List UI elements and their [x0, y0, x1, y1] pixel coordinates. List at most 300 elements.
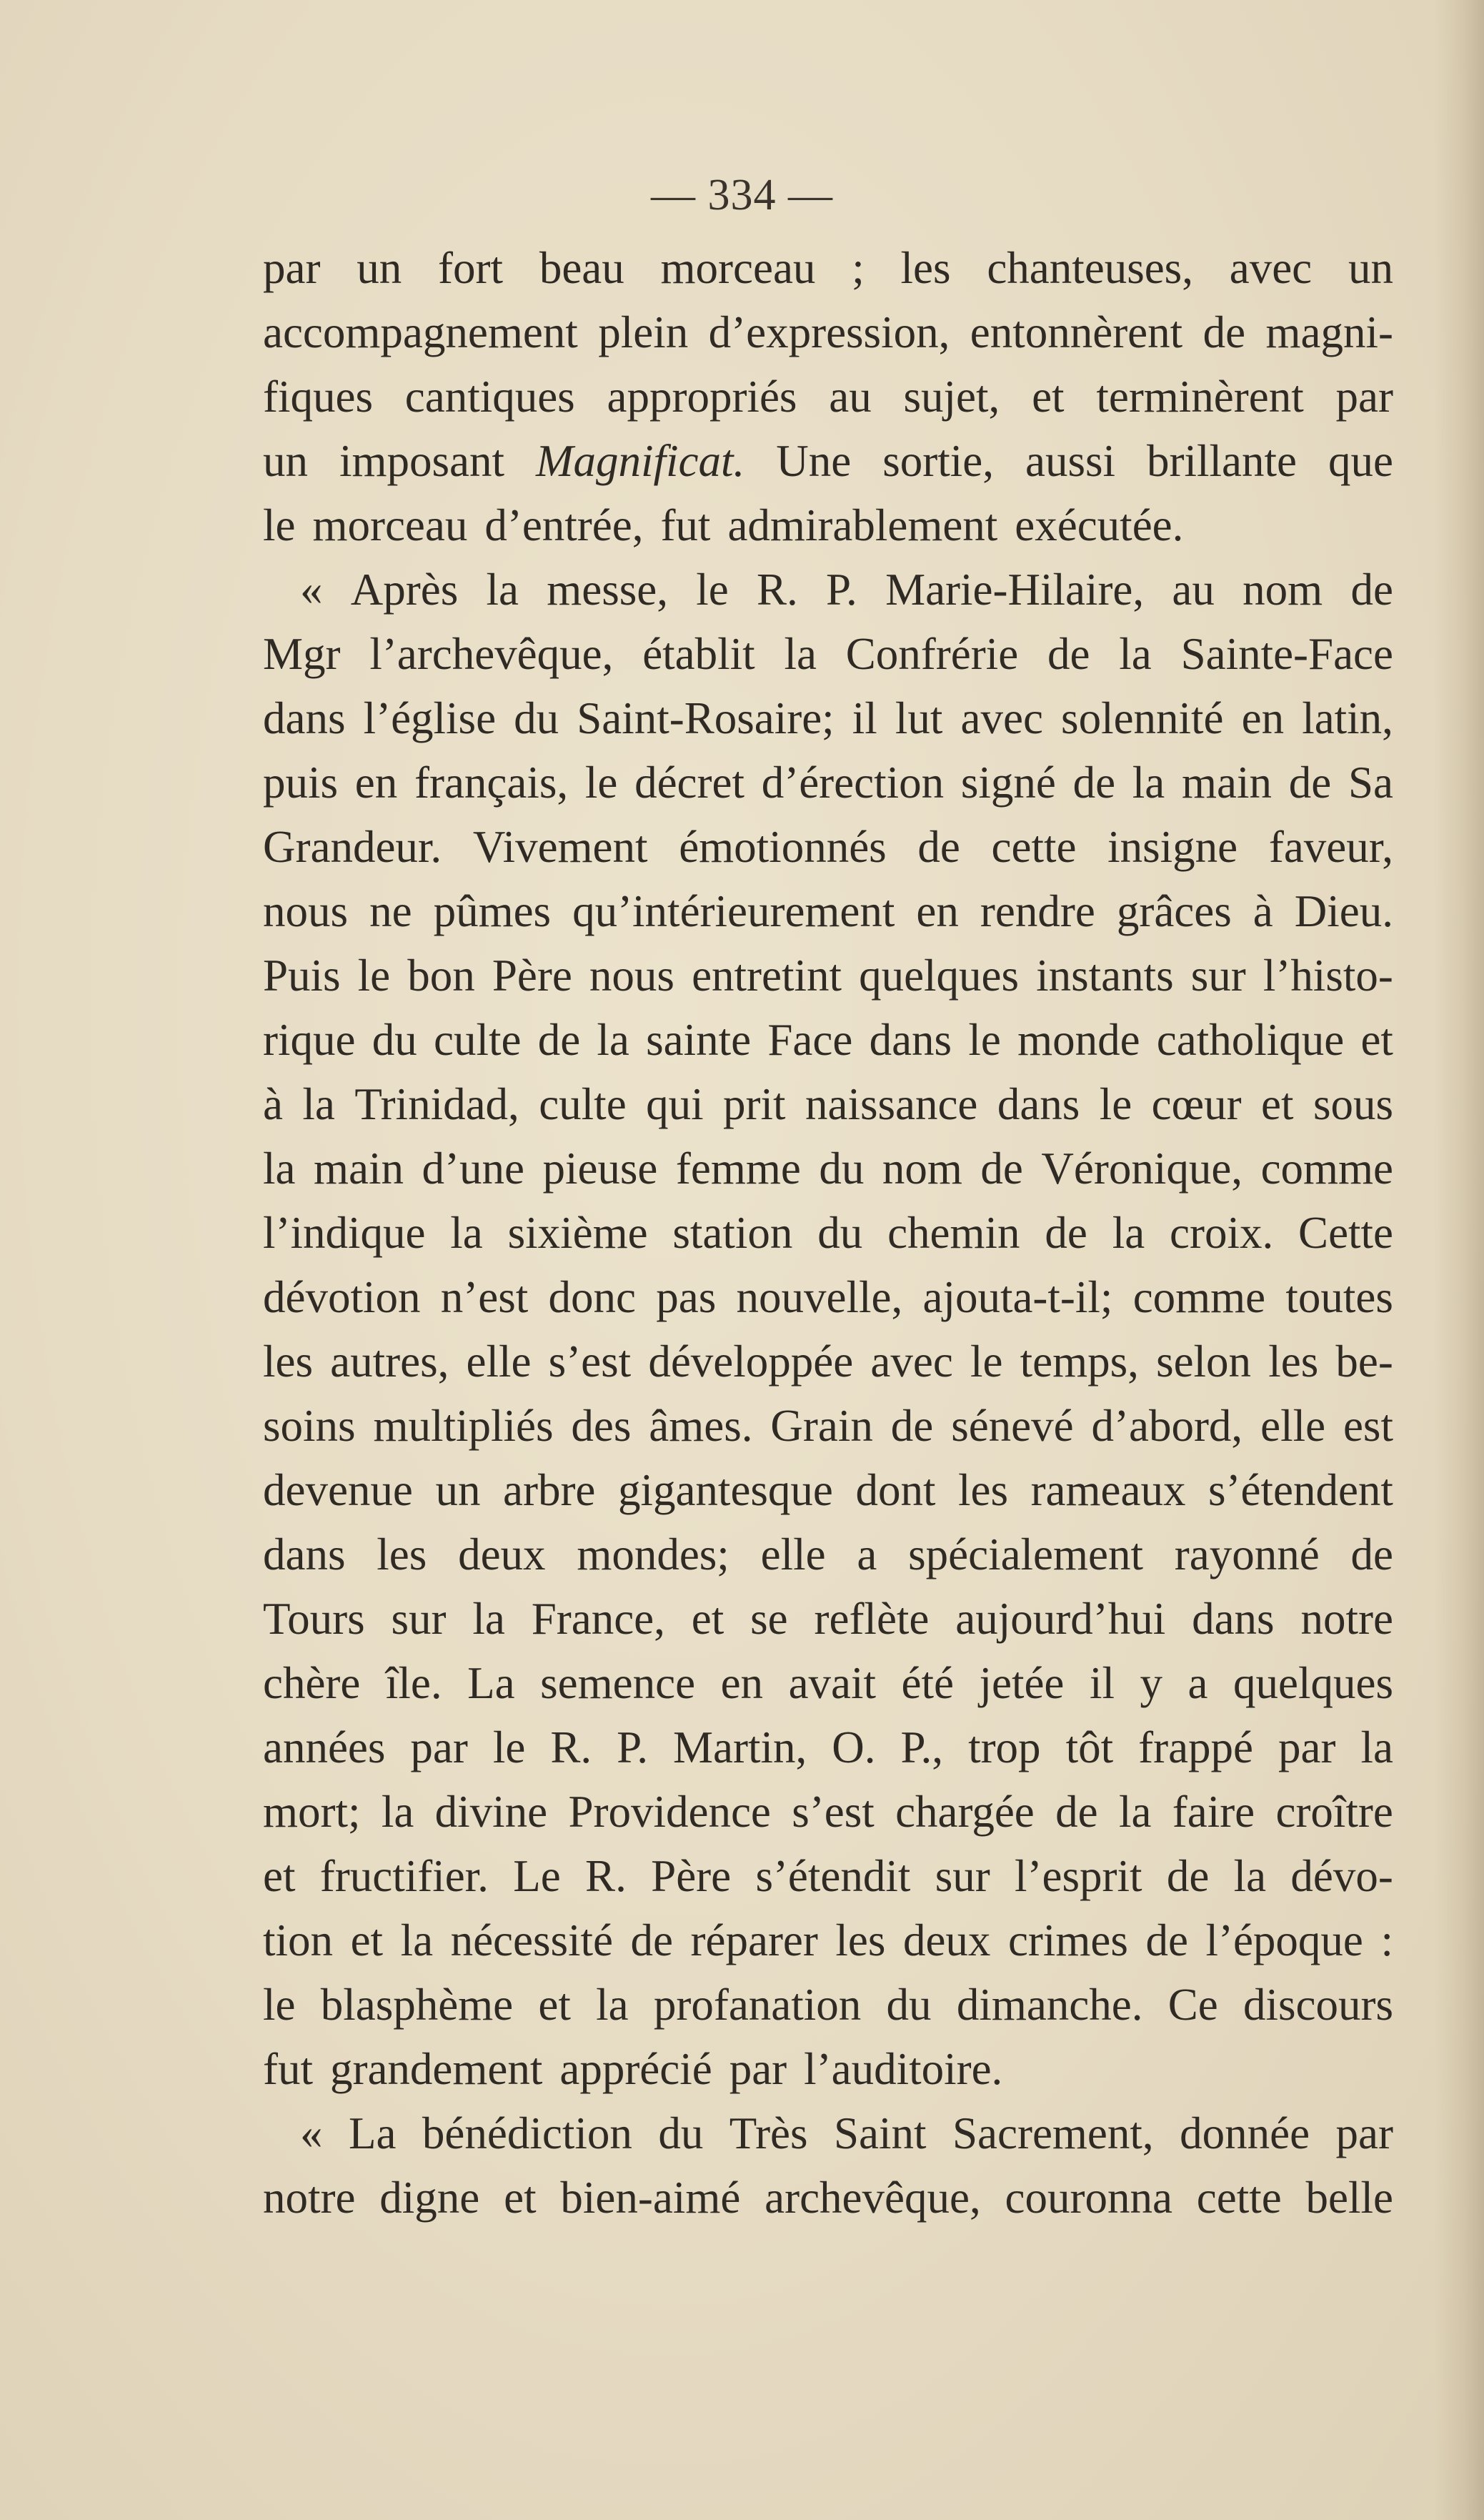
word: de — [890, 1401, 934, 1451]
word: s’est — [548, 1336, 632, 1387]
word: multipliés — [373, 1401, 554, 1451]
word: dévo- — [1290, 1851, 1393, 1901]
word: fut — [263, 2044, 313, 2094]
text-line — [263, 750, 1393, 815]
word: messe, — [547, 565, 668, 615]
word: l’histo- — [1263, 951, 1393, 1001]
word: morceau — [660, 243, 816, 293]
text-line — [263, 429, 1393, 493]
word: de — [1202, 307, 1246, 357]
word: d’une — [422, 1144, 524, 1194]
word: la — [1132, 758, 1165, 808]
word: dans — [869, 1015, 952, 1065]
word: le — [968, 1015, 1001, 1065]
word: fort — [438, 243, 504, 293]
word: et — [504, 2173, 537, 2223]
text-line — [263, 236, 1393, 300]
word: solennité — [1061, 693, 1224, 743]
word: temps, — [1020, 1336, 1139, 1387]
word: années — [263, 1722, 386, 1772]
word: dans — [997, 1079, 1080, 1129]
text-line — [263, 1844, 1393, 1908]
word: comme — [1132, 1272, 1266, 1322]
word: la — [472, 1594, 505, 1644]
word: instants — [1036, 951, 1174, 1001]
word: un — [1348, 243, 1393, 293]
word: Marie-Hilaire, — [885, 565, 1145, 615]
word: de — [1145, 1915, 1188, 1965]
word: « — [300, 2108, 323, 2158]
word: a — [857, 1529, 877, 1579]
word: bien-aimé — [560, 2173, 741, 2223]
text-line — [263, 2166, 1393, 2230]
word: la — [1118, 1787, 1152, 1837]
word: Sacrement, — [952, 2108, 1154, 2158]
word: quelques — [1233, 1658, 1393, 1708]
word: quelques — [859, 951, 1020, 1001]
word: la — [1233, 1851, 1267, 1901]
word: en — [916, 886, 959, 936]
word: de — [980, 1144, 1023, 1194]
word: sortie, — [882, 436, 994, 486]
word: croître — [1275, 1787, 1393, 1837]
word: P., — [900, 1722, 944, 1772]
word: digne — [379, 2173, 480, 2223]
word: émotionnés — [679, 822, 887, 872]
word: été — [901, 1658, 954, 1708]
word: donnée — [1180, 2108, 1310, 2158]
word: rameaux — [1030, 1465, 1186, 1515]
word: dans — [263, 693, 346, 743]
text-line — [263, 1587, 1393, 1651]
text-line — [263, 686, 1393, 750]
text-line — [263, 1908, 1393, 1973]
word: en — [354, 758, 398, 808]
word: les — [835, 1915, 886, 1965]
word: Magnificat. — [536, 436, 745, 486]
word: sous — [1313, 1079, 1393, 1129]
word: les — [1268, 1336, 1319, 1387]
word: qui — [646, 1079, 704, 1129]
word: de — [1288, 758, 1332, 808]
word: signé — [960, 758, 1056, 808]
word: plein — [598, 307, 689, 357]
text-line — [263, 364, 1393, 429]
word: Saint — [834, 2108, 927, 2158]
word: les — [958, 1465, 1009, 1515]
text-line — [263, 879, 1393, 943]
word: sujet, — [903, 372, 1000, 422]
word: elle — [760, 1529, 826, 1579]
word: le — [1099, 1079, 1132, 1129]
word: avec — [870, 1336, 953, 1387]
word: femme — [675, 1144, 801, 1194]
word: nom — [1243, 565, 1323, 615]
word: trop — [968, 1722, 1041, 1772]
word: d’abord, — [1091, 1401, 1243, 1451]
word: terminèrent — [1096, 372, 1304, 422]
word: crimes — [1007, 1915, 1128, 1965]
word: deux — [458, 1529, 546, 1579]
word: il — [852, 693, 877, 743]
word: la — [597, 1015, 629, 1065]
text-line — [263, 1072, 1393, 1136]
word: entretint — [692, 951, 842, 1001]
word: avec — [1229, 243, 1313, 293]
text-line — [263, 1394, 1393, 1458]
word: elle — [466, 1336, 532, 1387]
word: d’érection — [761, 758, 945, 808]
word: cantiques — [404, 372, 575, 422]
word: un — [357, 243, 402, 293]
word: par — [263, 243, 321, 293]
text-line — [263, 300, 1393, 364]
text-line — [263, 2037, 1393, 2101]
word: main — [313, 1144, 404, 1194]
word: spécialement — [908, 1529, 1143, 1579]
word: deux — [902, 1915, 991, 1965]
word: de — [1055, 1787, 1098, 1837]
word: la — [1112, 1208, 1145, 1258]
word: la — [1119, 629, 1152, 679]
word: des — [571, 1401, 632, 1451]
word: La — [467, 1658, 515, 1708]
word: du — [819, 1144, 865, 1194]
word: nous — [589, 951, 674, 1001]
word: âmes. — [649, 1401, 753, 1451]
word: sainte — [646, 1015, 752, 1065]
word: Vivement — [472, 822, 648, 872]
word: lut — [895, 693, 943, 743]
word: de — [1350, 1529, 1393, 1579]
word: Sainte-Face — [1180, 629, 1393, 679]
word: et — [1032, 372, 1065, 422]
word: Mgr — [263, 629, 341, 679]
word: accompagnement — [263, 307, 578, 357]
word: mondes; — [577, 1529, 729, 1579]
word: de — [1047, 629, 1090, 679]
text-line — [263, 1458, 1393, 1522]
word: archevêque, — [765, 2173, 981, 2223]
word: Véronique, — [1041, 1144, 1243, 1194]
word: l’esprit — [1015, 1851, 1142, 1901]
word: exécutée. — [1015, 500, 1184, 550]
text-line — [263, 1780, 1393, 1844]
word: d’expression, — [708, 307, 950, 357]
word: du — [658, 2108, 704, 2158]
word: station — [672, 1208, 793, 1258]
word: soins — [263, 1401, 356, 1451]
word: tôt — [1065, 1722, 1114, 1772]
word: le — [696, 565, 729, 615]
word: Confrérie — [845, 629, 1019, 679]
word: monde — [1017, 1015, 1140, 1065]
word: Ce — [1167, 1980, 1218, 2030]
word: cœur — [1151, 1079, 1242, 1129]
page-gutter-shadow — [1434, 0, 1484, 2520]
text-line — [263, 493, 1393, 557]
word: avec — [960, 693, 1043, 743]
text-line — [263, 1008, 1393, 1072]
word: sénevé — [951, 1401, 1074, 1451]
word: apprécié — [559, 2044, 712, 2094]
word: la — [400, 1915, 434, 1965]
word: pieuse — [542, 1144, 658, 1194]
word: et — [538, 1980, 571, 2030]
word: discours — [1243, 1980, 1393, 2030]
word: Très — [729, 2108, 808, 2158]
word: Grandeur. — [263, 822, 442, 872]
word: donc — [548, 1272, 636, 1322]
word: ; — [852, 243, 865, 293]
word: rendre — [980, 886, 1095, 936]
word: l’époque — [1205, 1915, 1363, 1965]
word: Le — [513, 1851, 561, 1901]
text-line — [263, 1522, 1393, 1587]
word: frappé — [1138, 1722, 1253, 1772]
word: France, — [531, 1594, 665, 1644]
word: catholique — [1156, 1015, 1345, 1065]
word: naissance — [805, 1079, 978, 1129]
word: Trinidad, — [354, 1079, 519, 1129]
word: Sa — [1348, 758, 1393, 808]
word: l’église — [363, 693, 497, 743]
word: l’archevêque, — [369, 629, 614, 679]
word: La — [348, 2108, 397, 2158]
word: et — [1360, 1015, 1393, 1065]
word: brillante — [1147, 436, 1297, 486]
word: entonnèrent — [970, 307, 1183, 357]
word: s’étendit — [755, 1851, 911, 1901]
word: chargée — [895, 1787, 1035, 1837]
word: de — [1072, 758, 1116, 808]
word: de — [1045, 1208, 1087, 1258]
word: développée — [648, 1336, 854, 1387]
word: les — [263, 1336, 313, 1387]
word: nous — [263, 886, 349, 936]
page-number: — 334 — — [651, 171, 833, 219]
word: faire — [1172, 1787, 1255, 1837]
word: latin, — [1302, 693, 1393, 743]
word: cette — [991, 822, 1077, 872]
word: main — [1182, 758, 1272, 808]
word: fructifier. — [319, 1851, 489, 1901]
word: Père — [492, 951, 572, 1001]
word: ajouta-t-il; — [922, 1272, 1113, 1322]
word: le — [970, 1336, 1003, 1387]
word: selon — [1156, 1336, 1252, 1387]
word: Après — [350, 565, 459, 615]
word: décret — [634, 758, 745, 808]
word: le — [263, 1980, 296, 2030]
word: Face — [767, 1015, 853, 1065]
word: reflète — [814, 1594, 930, 1644]
word: nécessité — [450, 1915, 613, 1965]
word: par — [1278, 1722, 1336, 1772]
word: et — [263, 1851, 296, 1901]
word: de — [1350, 565, 1393, 615]
word: la — [450, 1208, 483, 1258]
word: sur — [935, 1851, 990, 1901]
word: culte — [433, 1015, 522, 1065]
word: dimanche. — [956, 1980, 1143, 2030]
word: au — [829, 372, 872, 422]
word: y — [1140, 1658, 1162, 1708]
word: les — [377, 1529, 427, 1579]
word: se — [750, 1594, 788, 1644]
word: ne — [369, 886, 412, 936]
word: O. — [832, 1722, 876, 1772]
word: notre — [263, 2173, 356, 2223]
word: puis — [263, 758, 339, 808]
word: cette — [1196, 2173, 1282, 2223]
word: grandement — [329, 2044, 543, 2094]
word: fiques — [263, 372, 373, 422]
word: par — [729, 2044, 787, 2094]
word: a — [1187, 1658, 1208, 1708]
word: R. — [756, 565, 798, 615]
word: Tours — [263, 1594, 365, 1644]
word: chère — [263, 1658, 361, 1708]
word: la — [302, 1079, 335, 1129]
word: chemin — [887, 1208, 1020, 1258]
text-line — [263, 1973, 1393, 2037]
word: Martin, — [673, 1722, 807, 1772]
word: R. — [550, 1722, 592, 1772]
word: que — [1328, 436, 1393, 486]
word: par — [410, 1722, 468, 1772]
word: un — [435, 1465, 481, 1515]
text-line — [263, 557, 1393, 622]
word: Saint-Rosaire; — [577, 693, 835, 743]
word: tion — [263, 1915, 334, 1965]
word: be- — [1335, 1336, 1393, 1387]
word: Grain — [770, 1401, 873, 1451]
word: à — [1253, 886, 1273, 936]
word: dans — [1192, 1594, 1275, 1644]
word: belle — [1305, 2173, 1393, 2223]
word: du — [372, 1015, 417, 1065]
word: admirablement — [727, 500, 998, 550]
word: appropriés — [607, 372, 797, 422]
word: du — [817, 1208, 863, 1258]
word: un — [263, 436, 308, 486]
word: le — [492, 1722, 526, 1772]
word: de — [537, 1015, 581, 1065]
word: en — [720, 1658, 764, 1708]
text-line — [263, 1201, 1393, 1265]
word: arbre — [503, 1465, 596, 1515]
word: par — [1335, 372, 1393, 422]
word: le — [357, 951, 391, 1001]
text-line — [263, 2101, 1393, 2166]
word: de — [917, 822, 960, 872]
word: croix. — [1170, 1208, 1274, 1258]
word: mort; — [263, 1787, 361, 1837]
word: du — [886, 1980, 932, 2030]
text-line — [263, 1715, 1393, 1780]
text-line — [263, 622, 1393, 686]
word: devenue — [263, 1465, 413, 1515]
word: réparer — [690, 1915, 818, 1965]
text-line — [263, 1651, 1393, 1715]
word: dans — [263, 1529, 346, 1579]
word: la — [1360, 1722, 1393, 1772]
word: Providence — [568, 1787, 771, 1837]
word: fut — [660, 500, 711, 550]
word: pûmes — [433, 886, 552, 936]
word: du — [514, 693, 559, 743]
word: semence — [540, 1658, 696, 1708]
word: autres, — [330, 1336, 449, 1387]
word: P. — [826, 565, 857, 615]
word: la — [784, 629, 817, 679]
word: « — [300, 565, 323, 615]
word: imposant — [339, 436, 505, 486]
word: gigantesque — [617, 1465, 833, 1515]
word: R. — [585, 1851, 627, 1901]
word: de — [1166, 1851, 1210, 1901]
word: Une — [776, 436, 852, 486]
word: beau — [539, 243, 624, 293]
word: faveur, — [1268, 822, 1393, 872]
word: et — [350, 1915, 384, 1965]
text-line — [263, 1265, 1393, 1329]
word: couronna — [1005, 2173, 1172, 2223]
word: d’entrée, — [484, 500, 644, 550]
word: pas — [656, 1272, 717, 1322]
word: rique — [263, 1015, 356, 1065]
word: l’indique — [263, 1208, 426, 1258]
word: les — [900, 243, 951, 293]
word: notre — [1300, 1594, 1393, 1644]
word: jetée — [979, 1658, 1065, 1708]
word: profanation — [653, 1980, 862, 2030]
word: sur — [1190, 951, 1246, 1001]
word: s’étendent — [1208, 1465, 1393, 1515]
word: la — [381, 1787, 414, 1837]
word: est — [1343, 1401, 1393, 1451]
body-text — [263, 236, 1393, 2230]
text-line — [263, 1136, 1393, 1201]
word: n’est — [440, 1272, 529, 1322]
word: l’auditoire. — [804, 2044, 1003, 2094]
word: Dieu. — [1294, 886, 1393, 936]
word: la — [596, 1980, 629, 2030]
word: morceau — [312, 500, 468, 550]
word: sur — [391, 1594, 447, 1644]
word: Puis — [263, 951, 341, 1001]
word: sixième — [507, 1208, 648, 1258]
word: divine — [434, 1787, 548, 1837]
word: par — [1335, 2108, 1393, 2158]
word: qu’intérieurement — [572, 886, 895, 936]
word: le — [263, 500, 296, 550]
word: Cette — [1298, 1208, 1393, 1258]
word: bon — [407, 951, 475, 1001]
word: : — [1380, 1915, 1393, 1965]
word: prit — [723, 1079, 786, 1129]
word: aussi — [1025, 436, 1115, 486]
word: blasphème — [320, 1980, 514, 2030]
word: de — [630, 1915, 673, 1965]
word: elle — [1260, 1401, 1326, 1451]
word: grâces — [1116, 886, 1232, 936]
word: français, — [414, 758, 569, 808]
word: et — [691, 1594, 724, 1644]
word: rayonné — [1174, 1529, 1320, 1579]
word: en — [1241, 693, 1285, 743]
